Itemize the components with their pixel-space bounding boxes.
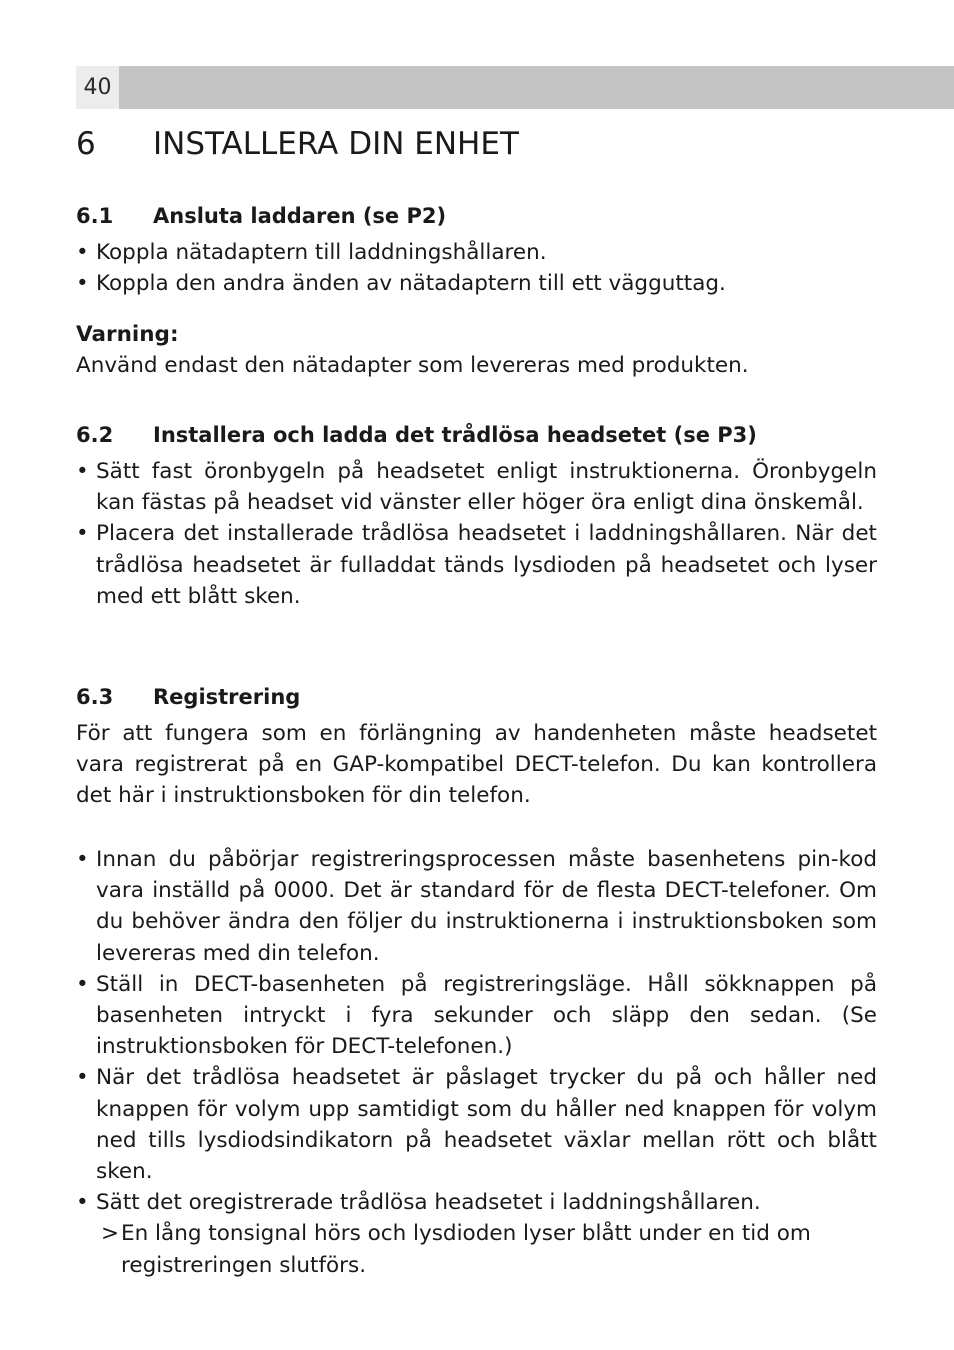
list-item: • När det trådlösa headsetet är påslaget trycker du på och håller ned knappen för volym upp samtidigt som du håller ned knappen för volym ned tills lysdiodsindikatorn på headsetet växlar mellan rött och blått sken. <box>76 1062 877 1187</box>
chapter-title <box>76 124 877 164</box>
section-title: Ansluta laddaren (se P2) <box>153 204 447 228</box>
list-item: • Innan du påbörjar registreringsprocessen måste basenhetens pin-kod vara inställd på 0000. Det är standard för de flesta DECT-telefoner. Om du behöver ändra den följer du instruktionerna i instruktionsboken som levereras med din telefon. <box>76 844 877 969</box>
bullet-list-6-3 <box>76 844 877 1281</box>
bullet-list-6-1 <box>76 237 877 299</box>
section-number: 6.2 <box>76 423 114 447</box>
chapter-number: 6 <box>76 126 96 162</box>
list-item: • Sätt fast öronbygeln på headsetet enligt instruktionerna. Öronbygeln kan fästas på headset vid vänster eller höger öra enligt dina önskemål. <box>76 456 877 518</box>
bullet-list-6-2 <box>76 456 877 612</box>
section-title: Registrering <box>153 685 301 709</box>
section-title: Installera och ladda det trådlösa headsetet (se P3) <box>153 423 757 447</box>
list-item: • Ställ in DECT-basenheten på registreringsläge. Håll sökknappen på basenheten intryckt i fyra sekunder och släpp den sedan. (Se instruktionsboken för DECT-telefonen.) <box>76 969 877 1063</box>
result-arrow-icon: > <box>101 1221 120 1247</box>
warning-text: Använd endast den nätadapter som levereras med produkten. <box>76 353 749 379</box>
bullet-icon: • <box>76 971 89 997</box>
warning-label: Varning: <box>76 322 179 347</box>
section-number: 6.3 <box>76 685 114 709</box>
chapter-title-text: INSTALLERA DIN ENHET <box>153 126 519 162</box>
list-item: • Placera det installerade trådlösa headsetet i laddningshållaren. När det trådlösa headsetet är fulladdat tänds lysdioden på headsetet och lyser med ett blått sken. <box>76 518 877 612</box>
page-number: 40 <box>76 66 119 109</box>
registration-intro: För att fungera som en förlängning av handenheten måste headsetet vara registrerat på en GAP-kompatibel DECT-telefon. Du kan kontrollera det här i instruktionsboken för din telefon. <box>76 721 877 809</box>
warning-block <box>76 319 877 381</box>
bullet-icon: • <box>76 847 89 872</box>
page-header-bar <box>76 66 954 109</box>
result-item: > En lång tonsignal hörs och lysdioden lyser blått under en tid om registreringen slutförs. <box>76 1218 877 1280</box>
bullet-icon: • <box>76 459 89 484</box>
list-item: • Sätt det oregistrerade trådlösa headsetet i laddningshållaren. <box>76 1187 877 1218</box>
section-number: 6.1 <box>76 204 114 228</box>
bullet-icon: • <box>76 521 89 547</box>
section-heading-6-1 <box>76 201 877 231</box>
list-item: • Koppla nätadaptern till laddningshållaren. <box>76 237 877 268</box>
section-heading-6-2 <box>76 420 877 450</box>
bullet-icon: • <box>76 1065 89 1091</box>
list-item: • Koppla den andra änden av nätadaptern till ett vägguttag. <box>76 268 877 299</box>
bullet-icon: • <box>76 240 89 265</box>
section-heading-6-3 <box>76 682 877 712</box>
bullet-icon: • <box>76 1190 89 1216</box>
bullet-icon: • <box>76 271 89 297</box>
